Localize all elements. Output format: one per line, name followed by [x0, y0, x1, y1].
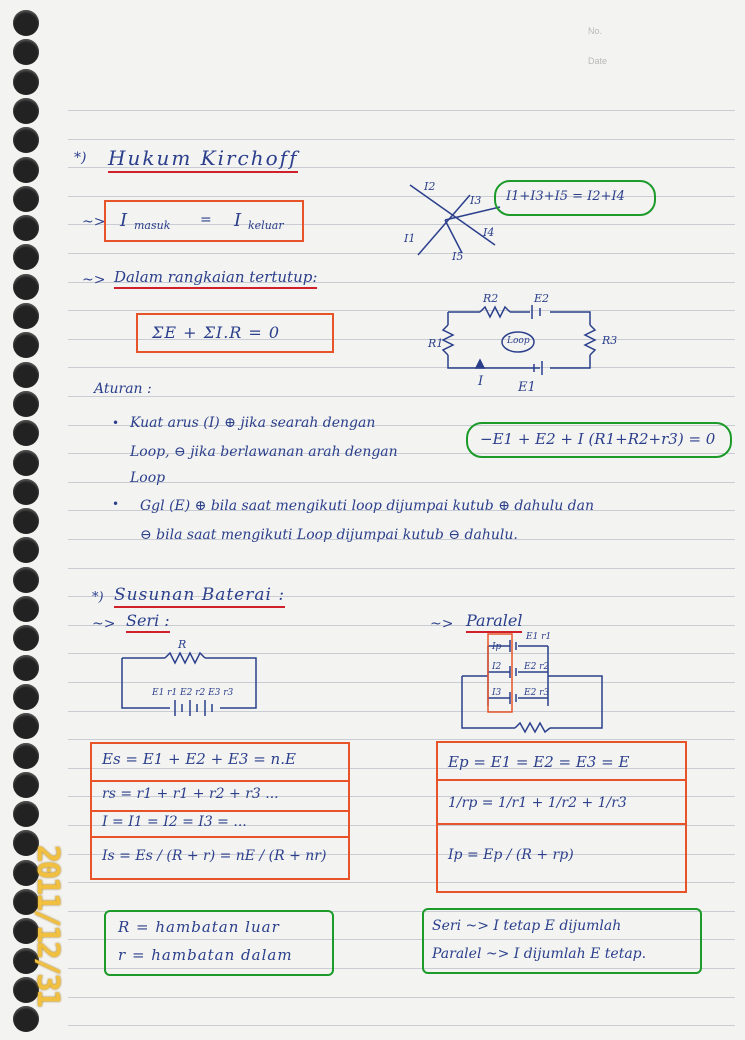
paralel-heading: Paralel [466, 611, 522, 633]
seri-cells [175, 700, 212, 716]
binder-hole [13, 508, 39, 534]
no-label: No. [588, 26, 603, 36]
junction-wire-d [445, 220, 462, 253]
binder-hole [13, 98, 39, 124]
legend-left-box [104, 910, 334, 976]
seri-row-divider [92, 780, 348, 782]
r3-resistor [585, 325, 595, 355]
paralel-cells [510, 640, 516, 704]
seri-heading: Seri : [126, 611, 170, 633]
current-arrow [476, 360, 484, 368]
binder-hole [13, 772, 39, 798]
loop-equation: ΣΕ + ΣI.R = 0 [152, 323, 281, 342]
seri-row-divider [92, 810, 348, 812]
circuit-r1: R1 [428, 337, 444, 350]
paralel-circuit [460, 632, 605, 732]
binder-hole [13, 625, 39, 651]
seri-cells-label: Ε1 r1 Ε2 r2 Ε3 r3 [152, 688, 234, 698]
binder-hole [13, 420, 39, 446]
loop-equation-box [136, 313, 334, 353]
loop-result: −Ε1 + Ε2 + I (R1+R2+r3) = 0 [480, 430, 716, 448]
junction-i5: I5 [452, 250, 464, 263]
binder-hole [13, 303, 39, 329]
seri-circuit-wire [122, 658, 256, 708]
paralel-e3r3: Ε2 r3 [524, 688, 550, 698]
ruled-line [68, 1025, 735, 1026]
binder-hole [13, 10, 39, 36]
rule-rhs-sub: keluar [248, 219, 284, 232]
seri-table [90, 742, 350, 880]
binder-hole [13, 567, 39, 593]
seri-r: R [178, 638, 187, 651]
rule2-line1: Ggl (Ε) ⊕ bila saat mengikuti loop dijumpai kutub ⊕ dahulu dan [140, 498, 594, 514]
binder-hole [13, 215, 39, 241]
binder-hole [13, 362, 39, 388]
binder-hole [13, 450, 39, 476]
section2-title: Susunan Baterai : [114, 585, 285, 608]
rule-arrow: ~> [82, 214, 106, 230]
paralel-arrow: ~> [430, 616, 454, 632]
loop-heading: Dalam rangkaian tertutup: [114, 268, 317, 289]
binder-hole [13, 743, 39, 769]
legend-left-2: r = hambatan dalam [118, 946, 293, 964]
paralel-i3: I3 [492, 688, 502, 698]
binder-hole [13, 244, 39, 270]
ruled-line [68, 482, 735, 483]
circuit-e1: Ε1 [518, 380, 536, 395]
r2-resistor [480, 307, 510, 317]
junction-i4: I4 [483, 226, 495, 239]
date-stamp: 2011/12/31 [30, 845, 65, 1006]
binder-hole [13, 39, 39, 65]
rule1-line1: Kuat arus (I) ⊕ jika searah dengan [130, 415, 376, 431]
paralel-table [436, 741, 687, 893]
rule1-line3: Loop [130, 470, 166, 486]
paralel-row-divider [438, 823, 685, 825]
loop-result-box [466, 422, 732, 458]
junction-equation-box [494, 180, 656, 216]
paralel-e1r1: Ε1 r1 [526, 632, 552, 642]
seri-row-3: I = I1 = I2 = I3 = ... [102, 814, 247, 830]
binder-hole [13, 537, 39, 563]
ruled-line [68, 139, 735, 140]
rule-lhs-sub: masuk [134, 219, 171, 232]
binder-hole [13, 186, 39, 212]
ruled-line [68, 739, 735, 740]
paralel-row-2: 1/rp = 1/r1 + 1/r2 + 1/r3 [448, 795, 627, 811]
loop-arrow: ~> [82, 272, 106, 288]
ruled-line [68, 367, 735, 368]
seri-row-2: rs = r1 + r1 + r2 + r3 ... [102, 786, 279, 802]
legend-left-1: R = hambatan luar [118, 918, 280, 936]
circuit-loop: Loop [507, 336, 530, 346]
ruled-line [68, 396, 735, 397]
binder-hole [13, 127, 39, 153]
junction-equation: I1+I3+I5 = I2+I4 [506, 189, 625, 204]
r1-resistor [443, 325, 453, 355]
binder-hole [13, 157, 39, 183]
ruled-line [68, 310, 735, 311]
junction-i2: I2 [424, 180, 436, 193]
paralel-e2r2: Ε2 r2 [524, 662, 550, 672]
rule-lhs: I [120, 210, 128, 231]
junction-wire-b [418, 195, 470, 255]
paralel-ip: Ip [492, 642, 502, 652]
binder-hole [13, 713, 39, 739]
binder-hole [13, 1006, 39, 1032]
seri-resistor [165, 653, 205, 663]
section2-bullet: *) [92, 590, 104, 605]
binder-hole [13, 596, 39, 622]
rule1-dot: • [112, 416, 120, 430]
rule-rhs: I [234, 210, 242, 231]
kirchoff-rule-box [104, 200, 304, 242]
junction-i1: I1 [404, 232, 416, 245]
circuit-r3: R3 [602, 334, 618, 347]
binder-hole [13, 69, 39, 95]
circuit-r2: R2 [483, 292, 499, 305]
legend-right-box [422, 908, 702, 974]
binder-hole [13, 391, 39, 417]
rule1-line2: Loop, ⊖ jika berlawanan arah dengan [130, 444, 398, 460]
seri-arrow: ~> [92, 616, 116, 632]
paralel-row-3: Ip = Εp / (R + rp) [448, 847, 574, 863]
paralel-row-1: Εp = Ε1 = Ε2 = Ε3 = Ε [448, 753, 630, 771]
binder-hole [13, 684, 39, 710]
seri-circuit [120, 650, 260, 720]
seri-row-4: Is = Εs / (R + r) = nΕ / (R + nr) [102, 848, 327, 864]
rules-heading: Aturan : [94, 381, 152, 397]
binder-hole [13, 274, 39, 300]
paralel-row-divider [438, 779, 685, 781]
seri-row-1: Εs = Ε1 + Ε2 + Ε3 = n.Ε [102, 750, 296, 768]
legend-right-1: Seri ~> I tetap Ε dijumlah [432, 918, 622, 934]
ruled-line [68, 110, 735, 111]
binder-hole [13, 655, 39, 681]
rule-eq: = [200, 212, 212, 228]
section1-bullet: *) [74, 150, 87, 166]
paralel-resistor [515, 723, 550, 732]
section1-title: Hukum Kirchoff [108, 146, 298, 173]
legend-right-2: Paralel ~> I dijumlah Ε tetap. [432, 946, 647, 962]
ruled-line [68, 997, 735, 998]
rule2-dot: • [112, 497, 120, 511]
ruled-line [68, 568, 735, 569]
binder-hole [13, 801, 39, 827]
date-label: Date [588, 56, 608, 66]
paralel-circuit-wire [462, 676, 602, 728]
seri-row-divider [92, 836, 348, 838]
binder-hole [13, 479, 39, 505]
circuit-e2: Ε2 [534, 292, 550, 305]
binder-hole [13, 332, 39, 358]
circuit-current: I [478, 374, 484, 389]
junction-i3: I3 [470, 194, 482, 207]
rule2-line2: ⊖ bila saat mengikuti Loop dijumpai kutub ⊖ dahulu. [140, 527, 518, 543]
paralel-i2: I2 [492, 662, 502, 672]
